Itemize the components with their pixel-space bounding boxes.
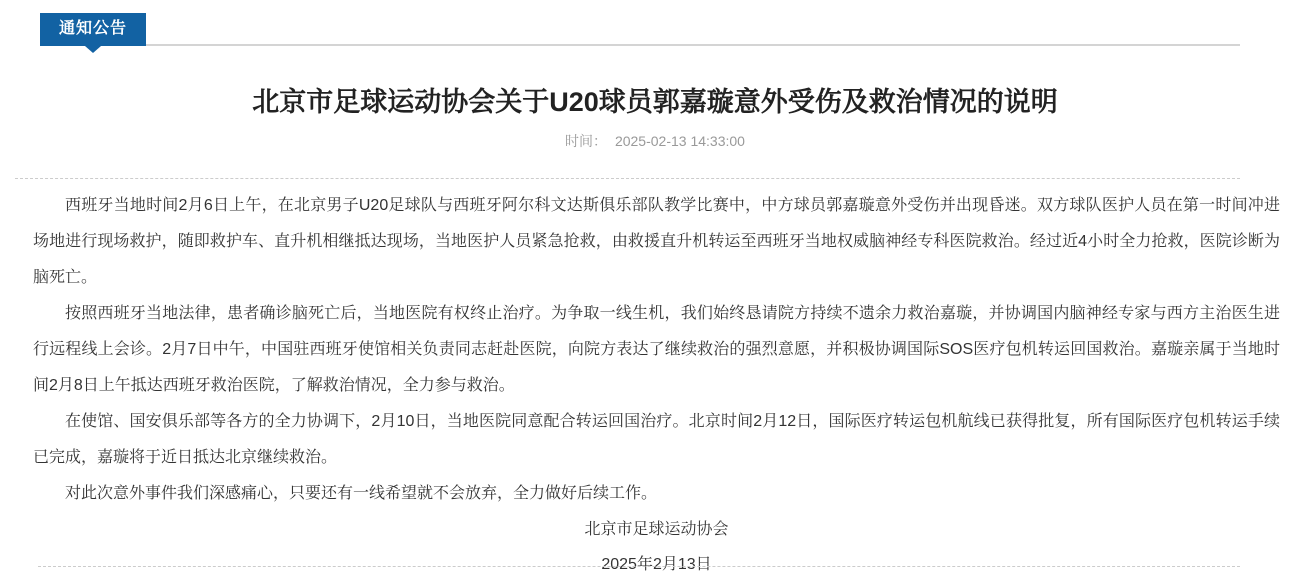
signature-org: 北京市足球运动协会 [584,521,729,539]
article-body [33,188,1280,582]
body-paragraph: 西班牙当地时间2月6日上午，在北京男子U20足球队与西班牙阿尔科文达斯俱乐部队教学比赛中，中方球员郭嘉璇意外受伤并出现昏迷。双方球队医护人员在第一时间冲进场地进行现场救护，随即救护车、直升机相继抵达现场，当地医护人员紧急抢救，由救援直升机转运至西班牙当地权威脑神经专科医院救治。经过近4小时全力抢救，医院诊断为脑死亡。 [33,197,1280,287]
header-rule [146,44,1240,46]
body-paragraph: 按照西班牙当地法律，患者确诊脑死亡后，当地医院有权终止治疗。为争取一线生机，我们始终恳请院方持续不遗余力救治嘉璇，并协调国内脑神经专家与西方主治医生进行远程线上会诊。2月7日中午，中国驻西班牙使馆相关负责同志赶赴医院，向院方表达了继续救治的强烈意愿，并积极协调国际SOS医疗包机转运回国救治。嘉璇亲属于当地时间2月8日上午抵达西班牙救治医院，了解救治情况，全力参与救治。 [33,305,1280,395]
article-meta [0,131,1310,151]
bottom-dashed-divider [38,566,1240,567]
body-paragraph: 在使馆、国安俱乐部等各方的全力协调下，2月10日，当地医院同意配合转运回国治疗。北京时间2月12日，国际医疗转运包机航线已获得批复，所有国际医疗包机转运手续已完成，嘉璇将于近日抵达北京继续救治。 [33,413,1280,467]
section-header [40,13,1240,46]
body-paragraph: 对此次意外事件我们深感痛心，只要还有一线希望就不会放弃，全力做好后续工作。 [65,485,658,503]
notice-category-label: 通知公告 [59,20,128,37]
publish-time-value: 2025-02-13 14:33:00 [614,133,745,150]
notice-page [0,13,1310,574]
article-title: 北京市足球运动协会关于U20球员郭嘉璇意外受伤及救治情况的说明 [252,87,1058,117]
notice-category-tab[interactable] [40,13,146,46]
signature-date: 2025年2月13日 [601,556,712,574]
publish-time-label: 时间： [565,133,608,150]
top-dashed-divider [15,178,1240,179]
